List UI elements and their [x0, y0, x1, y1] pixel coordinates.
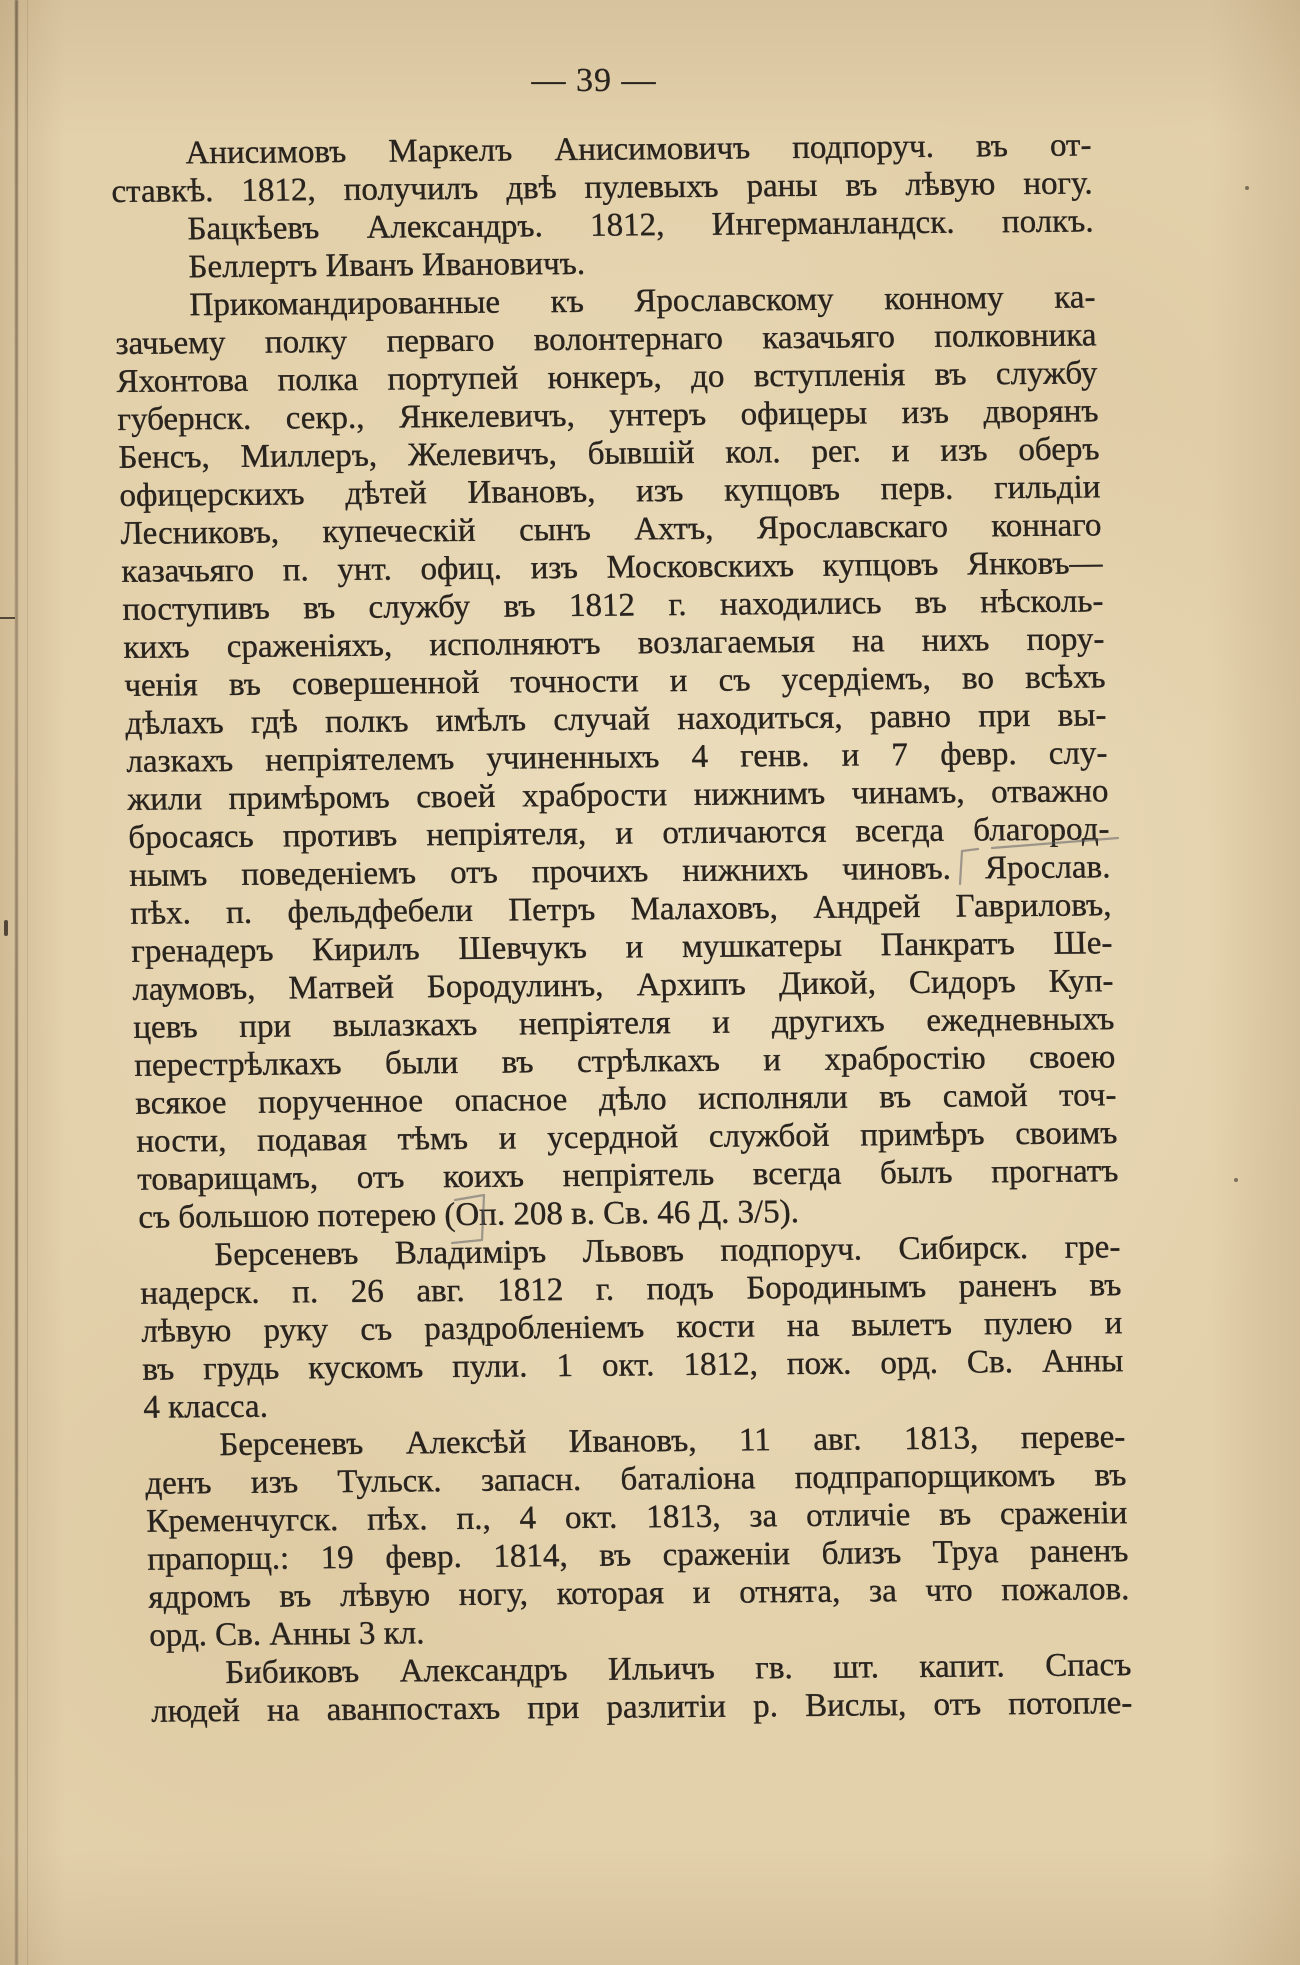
text-line: 4 класса. [142, 1388, 269, 1426]
text-line: съ большою потерею (Оп. 208 в. Св. 46 Д. 3/5). [137, 1194, 800, 1236]
text-line: пѣх. п. фельдфебели Петръ Малаховъ, Андрей Гавриловъ, [129, 887, 1112, 932]
text-line: ности, подавая тѣмъ и усердной службой примѣръ своимъ [135, 1115, 1118, 1160]
text-line: Яхонтова полка портупей юнкеръ, до вступленія въ службу [115, 355, 1098, 400]
text-line: орд. Св. Анны 3 кл. [148, 1615, 425, 1654]
text-line: Лесниковъ, купеческій сынъ Ахтъ, Ярославскаго коннаго [119, 507, 1102, 552]
text-line: денъ изъ Тульск. запасн. баталіона подпрапорщикомъ въ [144, 1457, 1127, 1502]
text-line: зачьему полку перваго волонтернаго казачьяго полковника [115, 317, 1097, 362]
text-line: лазкахъ непріятелемъ учиненныхъ 4 генв. и 7 февр. слу- [125, 735, 1108, 780]
margin-mark [4, 920, 8, 936]
text-line: товарищамъ, отъ коихъ непріятель всегда былъ прогнатъ [136, 1153, 1119, 1198]
text-line: лаумовъ, Матвей Бородулинъ, Архипъ Дикой, Сидоръ Куп- [131, 963, 1114, 1008]
page-edge-shadow [15, 0, 18, 1965]
text-line: ставкѣ. 1812, получилъ двѣ пулевыхъ раны въ лѣвую ногу. [111, 165, 1093, 210]
text-line: Анисимовъ Маркелъ Анисимовичъ подпоруч. въ от- [185, 127, 1092, 172]
text-line: дѣлахъ гдѣ полкъ имѣлъ случай находиться, равно при вы- [124, 697, 1107, 742]
entry-berseneev-vladimir [139, 1228, 1125, 1427]
text-line: жили примѣромъ своей храбрости нижнимъ чинамъ, отважно [126, 773, 1109, 818]
text-line: людей на аванпостахъ при разлитіи р. Вислы, отъ потопле- [150, 1685, 1133, 1730]
text-line: ченія въ совершенной точности и съ усердіемъ, во всѣхъ [123, 659, 1106, 704]
text-line: Беллертъ Иванъ Ивановичъ. [188, 245, 586, 286]
entry-anisimov [110, 126, 1093, 211]
text-line: казачьяго п. унт. офиц. изъ Московскихъ купцовъ Янковъ— [120, 545, 1103, 590]
text-line: Прикомандированные къ Ярославскому конному ка- [189, 279, 1096, 324]
paper-speck [1245, 186, 1249, 190]
entry-attached-yaroslavl [114, 278, 1120, 1236]
text-line: Берсеневъ Владиміръ Львовъ подпоруч. Сибирск. гре- [213, 1229, 1121, 1274]
text-line: бросаясь противъ непріятеля, и отличаются всегда благород- [127, 811, 1110, 856]
entry-berseneev-aleksey [144, 1418, 1131, 1655]
margin-mark [0, 617, 15, 619]
text-line: лѣвую руку съ раздробленіемъ кости на вылетъ пулею и [140, 1305, 1123, 1350]
text-line: Берсеневъ Алексѣй Ивановъ, 11 авг. 1813, переве- [218, 1419, 1126, 1464]
text-line: надерск. п. 26 авг. 1812 г. подъ Бородинымъ раненъ въ [139, 1267, 1122, 1312]
text-line: ядромъ въ лѣвую ногу, которая и отнята, за что пожалов. [147, 1571, 1130, 1616]
text-line: Бацкѣевъ Александръ. 1812, Ингерманландск. полкъ. [187, 203, 1094, 248]
text-line: Бибиковъ Александръ Ильичъ гв. шт. капит. Спасъ [224, 1647, 1132, 1692]
page-number: — 39 — [531, 62, 657, 99]
page-edge-line [27, 0, 28, 1965]
text-line: перестрѣлкахъ были въ стрѣлкахъ и храбростію своею [133, 1039, 1116, 1084]
text-column [110, 126, 1133, 1730]
text-line: кихъ сраженіяхъ, исполняютъ возлагаемыя на нихъ пору- [122, 621, 1105, 666]
text-line: прапорщ.: 19 февр. 1814, въ сраженіи близъ Труа раненъ [146, 1533, 1129, 1578]
text-line: офицерскихъ дѣтей Ивановъ, изъ купцовъ перв. гильдіи [118, 469, 1101, 514]
paper-speck [1234, 1178, 1238, 1182]
text-line: губернск. секр., Янкелевичъ, унтеръ офицеры изъ дворянъ [116, 393, 1099, 438]
text-line: нымъ поведеніемъ отъ прочихъ нижнихъ чиновъ. Ярослав. [128, 849, 1111, 894]
text-line: Кременчугск. пѣх. п., 4 окт. 1813, за отличіе въ сраженіи [145, 1495, 1128, 1540]
text-line: Бенсъ, Миллеръ, Желевичъ, бывшій кол. рег. и изъ оберъ [117, 431, 1100, 476]
text-line: гренадеръ Кирилъ Шевчукъ и мушкатеры Панкратъ Ше- [130, 925, 1113, 970]
text-line: цевъ при вылазкахъ непріятеля и другихъ ежедневныхъ [132, 1001, 1115, 1046]
text-line: въ грудь кускомъ пули. 1 окт. 1812, пож. орд. Св. Анны [141, 1343, 1124, 1388]
text-line: всякое порученное опасное дѣло исполняли въ самой точ- [134, 1077, 1117, 1122]
text-line: поступивъ въ службу въ 1812 г. находились въ нѣсколь- [121, 583, 1104, 628]
entry-bibikov [150, 1646, 1133, 1731]
